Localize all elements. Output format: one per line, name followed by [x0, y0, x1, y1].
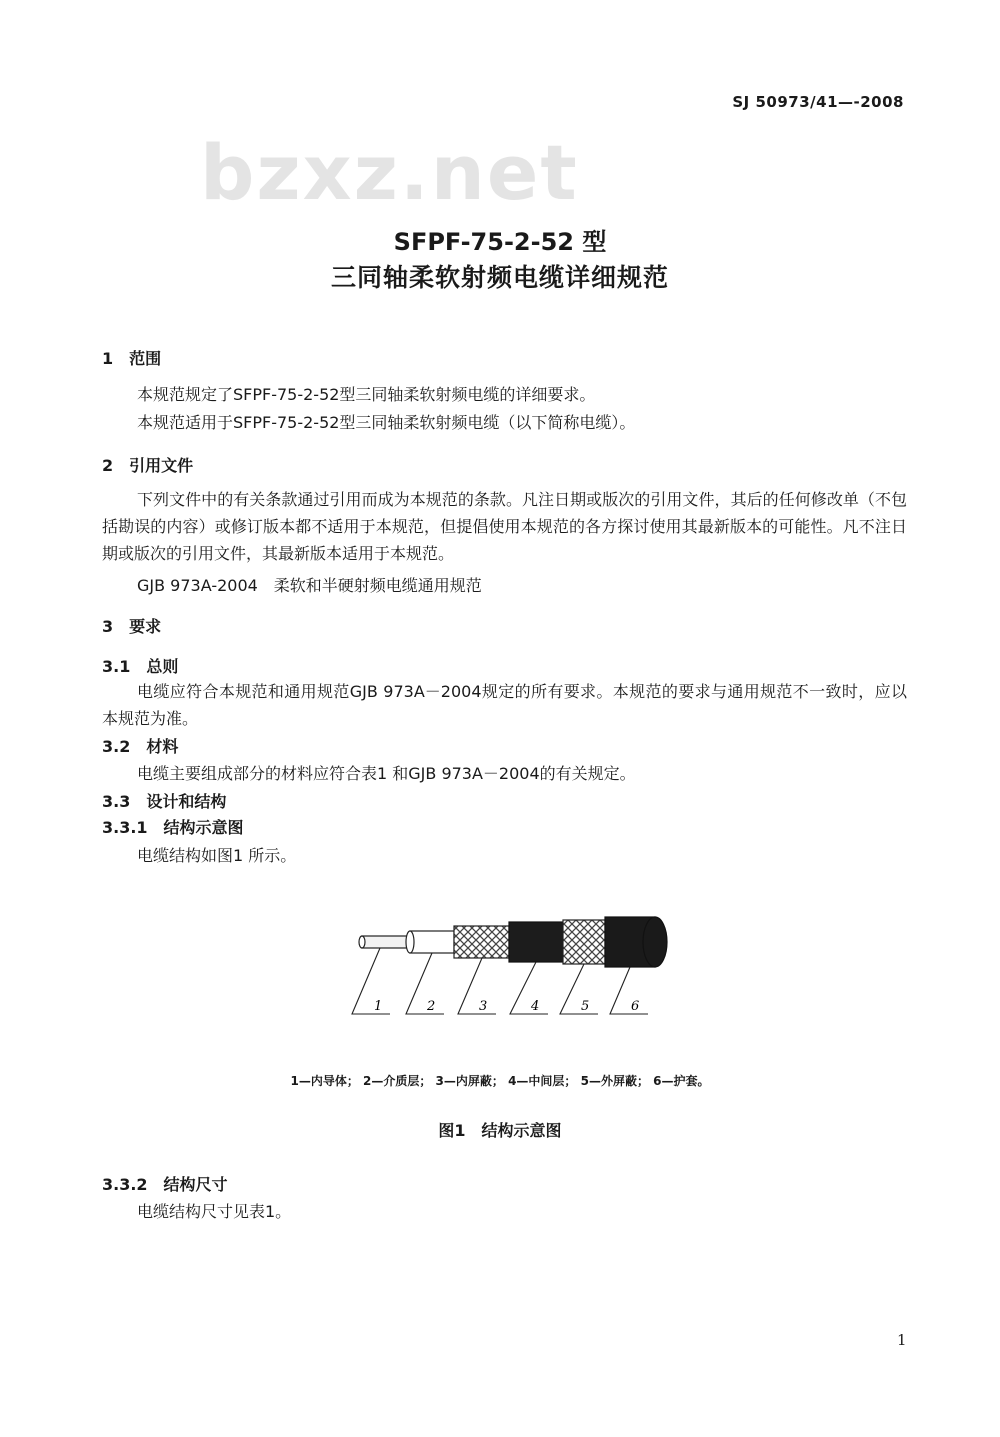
section-3-3-heading: 3.3 设计和结构: [102, 792, 227, 811]
dielectric-end: [406, 931, 414, 953]
outer-shield: [563, 920, 605, 964]
diagram-label-4: 4: [531, 999, 540, 1014]
section-3-2-heading: 3.2 材料: [102, 737, 179, 756]
section-1-para-1: 本规范规定了SFPF-75-2-52型三同轴柔软射频电缆的详细要求。: [137, 385, 596, 404]
inner-shield: [454, 926, 509, 958]
watermark: bzxz.net: [200, 128, 579, 217]
section-2-heading: 2 引用文件: [102, 456, 194, 475]
section-1-heading: 1 范围: [102, 349, 162, 368]
section-3-1-text: 电缆应符合本规范和通用规范GJB 973A－2004规定的所有要求。本规范的要求与通用规范不一致时，应以本规范为准。: [102, 682, 907, 728]
diagram-label-5: 5: [581, 999, 590, 1014]
jacket-end: [643, 917, 667, 967]
diagram-label-3: 3: [479, 999, 488, 1014]
diagram-label-2: 2: [427, 999, 436, 1014]
section-3-1-heading: 3.1 总则: [102, 657, 179, 676]
diagram-label-6: 6: [631, 999, 640, 1014]
section-1-para-2: 本规范适用于SFPF-75-2-52型三同轴柔软射频电缆（以下简称电缆）。: [137, 413, 636, 432]
middle-layer: [509, 922, 563, 962]
page-number: 1: [897, 1331, 907, 1349]
section-3-heading: 3 要求: [102, 617, 162, 636]
reference-gjb-973a: GJB 973A-2004 柔软和半硬射频电缆通用规范: [137, 576, 482, 595]
section-2-para: 下列文件中的有关条款通过引用而成为本规范的条款。凡注日期或版次的引用文件，其后的任何修改单（不包括勘误的内容）或修订版本都不适用于本规范，但提倡使用本规范的各方探讨使用其最新版本的可能性。凡不注日期或版次的引用文件，其最新版本适用于本规范。: [102, 490, 907, 563]
section-3-3-1-heading: 3.3.1 结构示意图: [102, 818, 244, 837]
cable-structure-diagram: [340, 908, 680, 1020]
section-3-2-text: 电缆主要组成部分的材料应符合表1 和GJB 973A－2004的有关规定。: [137, 764, 636, 783]
dielectric-layer: [410, 931, 454, 953]
inner-conductor-end: [359, 936, 365, 948]
inner-conductor: [362, 936, 410, 948]
figure-title: 图1 结构示意图: [438, 1121, 562, 1140]
standard-number: SJ 50973/41—-2008: [732, 93, 904, 111]
figure-caption: 1—内导体； 2—介质层； 3—内屏蔽； 4—中间层； 5—外屏蔽； 6—护套。: [290, 1074, 710, 1088]
section-3-3-1-text: 电缆结构如图1 所示。: [137, 846, 297, 865]
section-3-3-2-heading: 3.3.2 结构尺寸: [102, 1175, 228, 1194]
doc-title-name: 三同轴柔软射频电缆详细规范: [330, 263, 669, 292]
section-3-3-2-text: 电缆结构尺寸见表1。: [137, 1202, 292, 1221]
diagram-label-1: 1: [374, 999, 383, 1014]
doc-title-model: SFPF-75-2-52 型: [393, 228, 607, 256]
